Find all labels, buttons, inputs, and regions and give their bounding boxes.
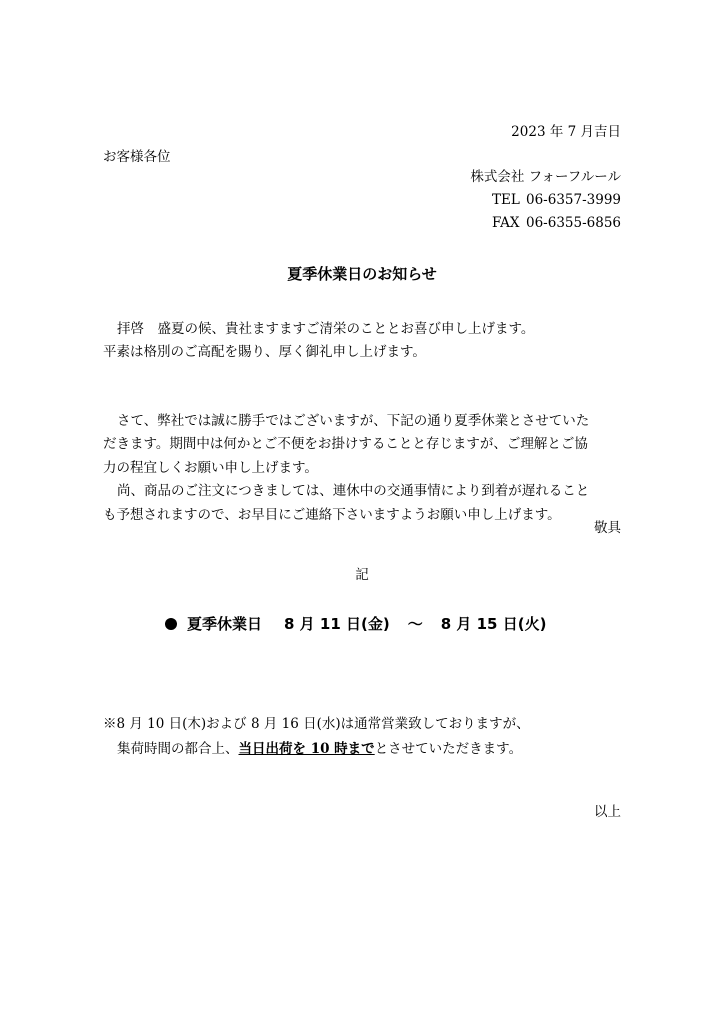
note-emphasis: 当日出荷を 10 時まで — [238, 741, 375, 757]
fax-number: 06-6355-6856 — [525, 215, 621, 231]
ki-heading: 記 — [355, 567, 369, 583]
tel-label: TEL — [491, 192, 520, 208]
body-line: も予想されますので、お早目にご連絡下さいますようお願い申し上げます。 — [103, 506, 561, 523]
body-line: 尚、商品のご注文につきましては、連休中の交通事情により到着が遅れること — [117, 483, 590, 500]
main-paragraph — [103, 410, 623, 527]
shipping-note — [103, 712, 643, 762]
greeting-line: 平素は格別のご高配を賜り、厚く御礼申し上げます。 — [103, 344, 426, 361]
tel-number: 06-6357-3999 — [525, 192, 621, 208]
bullet-icon — [165, 618, 177, 630]
holiday-separator: ～ — [407, 615, 423, 633]
closing-word: 敬具 — [594, 520, 621, 536]
addressee: お客様各位 — [103, 149, 171, 165]
note-text: 集荷時間の都合上、 — [117, 741, 239, 757]
tel-row — [492, 190, 621, 210]
holiday-end: 8 月 15 日(火) — [440, 615, 547, 633]
issue-date: 2023 年 7 月吉日 — [511, 124, 621, 140]
holiday-label: 夏季休業日 — [187, 615, 263, 633]
fax-row — [492, 213, 621, 233]
body-line: だきます。期間中は何かとご不便をお掛けすることと存じますが、ご理解とご協 — [103, 436, 588, 453]
holiday-start: 8 月 11 日(金) — [284, 615, 390, 633]
company-name: 株式会社 フォーフルール — [470, 169, 621, 185]
notice-title: 夏季休業日のお知らせ — [287, 265, 437, 283]
greeting-paragraph — [103, 318, 623, 365]
holiday-period — [165, 612, 546, 636]
body-line: さて、弊社では誠に勝手ではございますが、下記の通り夏季休業とさせていた — [117, 413, 590, 429]
body-line: 力の程宜しくお願い申し上げます。 — [103, 459, 318, 476]
greeting-line: 拝啓 盛夏の候、貴社ますますご清栄のこととお喜び申し上げます。 — [117, 321, 535, 337]
note-line: ※8 月 10 日(木)および 8 月 16 日(水)は通常営業致しておりますが、 — [103, 716, 530, 732]
fax-label: FAX — [491, 215, 520, 231]
note-text: とさせていただきます。 — [374, 741, 523, 757]
note-line — [103, 737, 643, 762]
end-mark: 以上 — [594, 804, 621, 820]
